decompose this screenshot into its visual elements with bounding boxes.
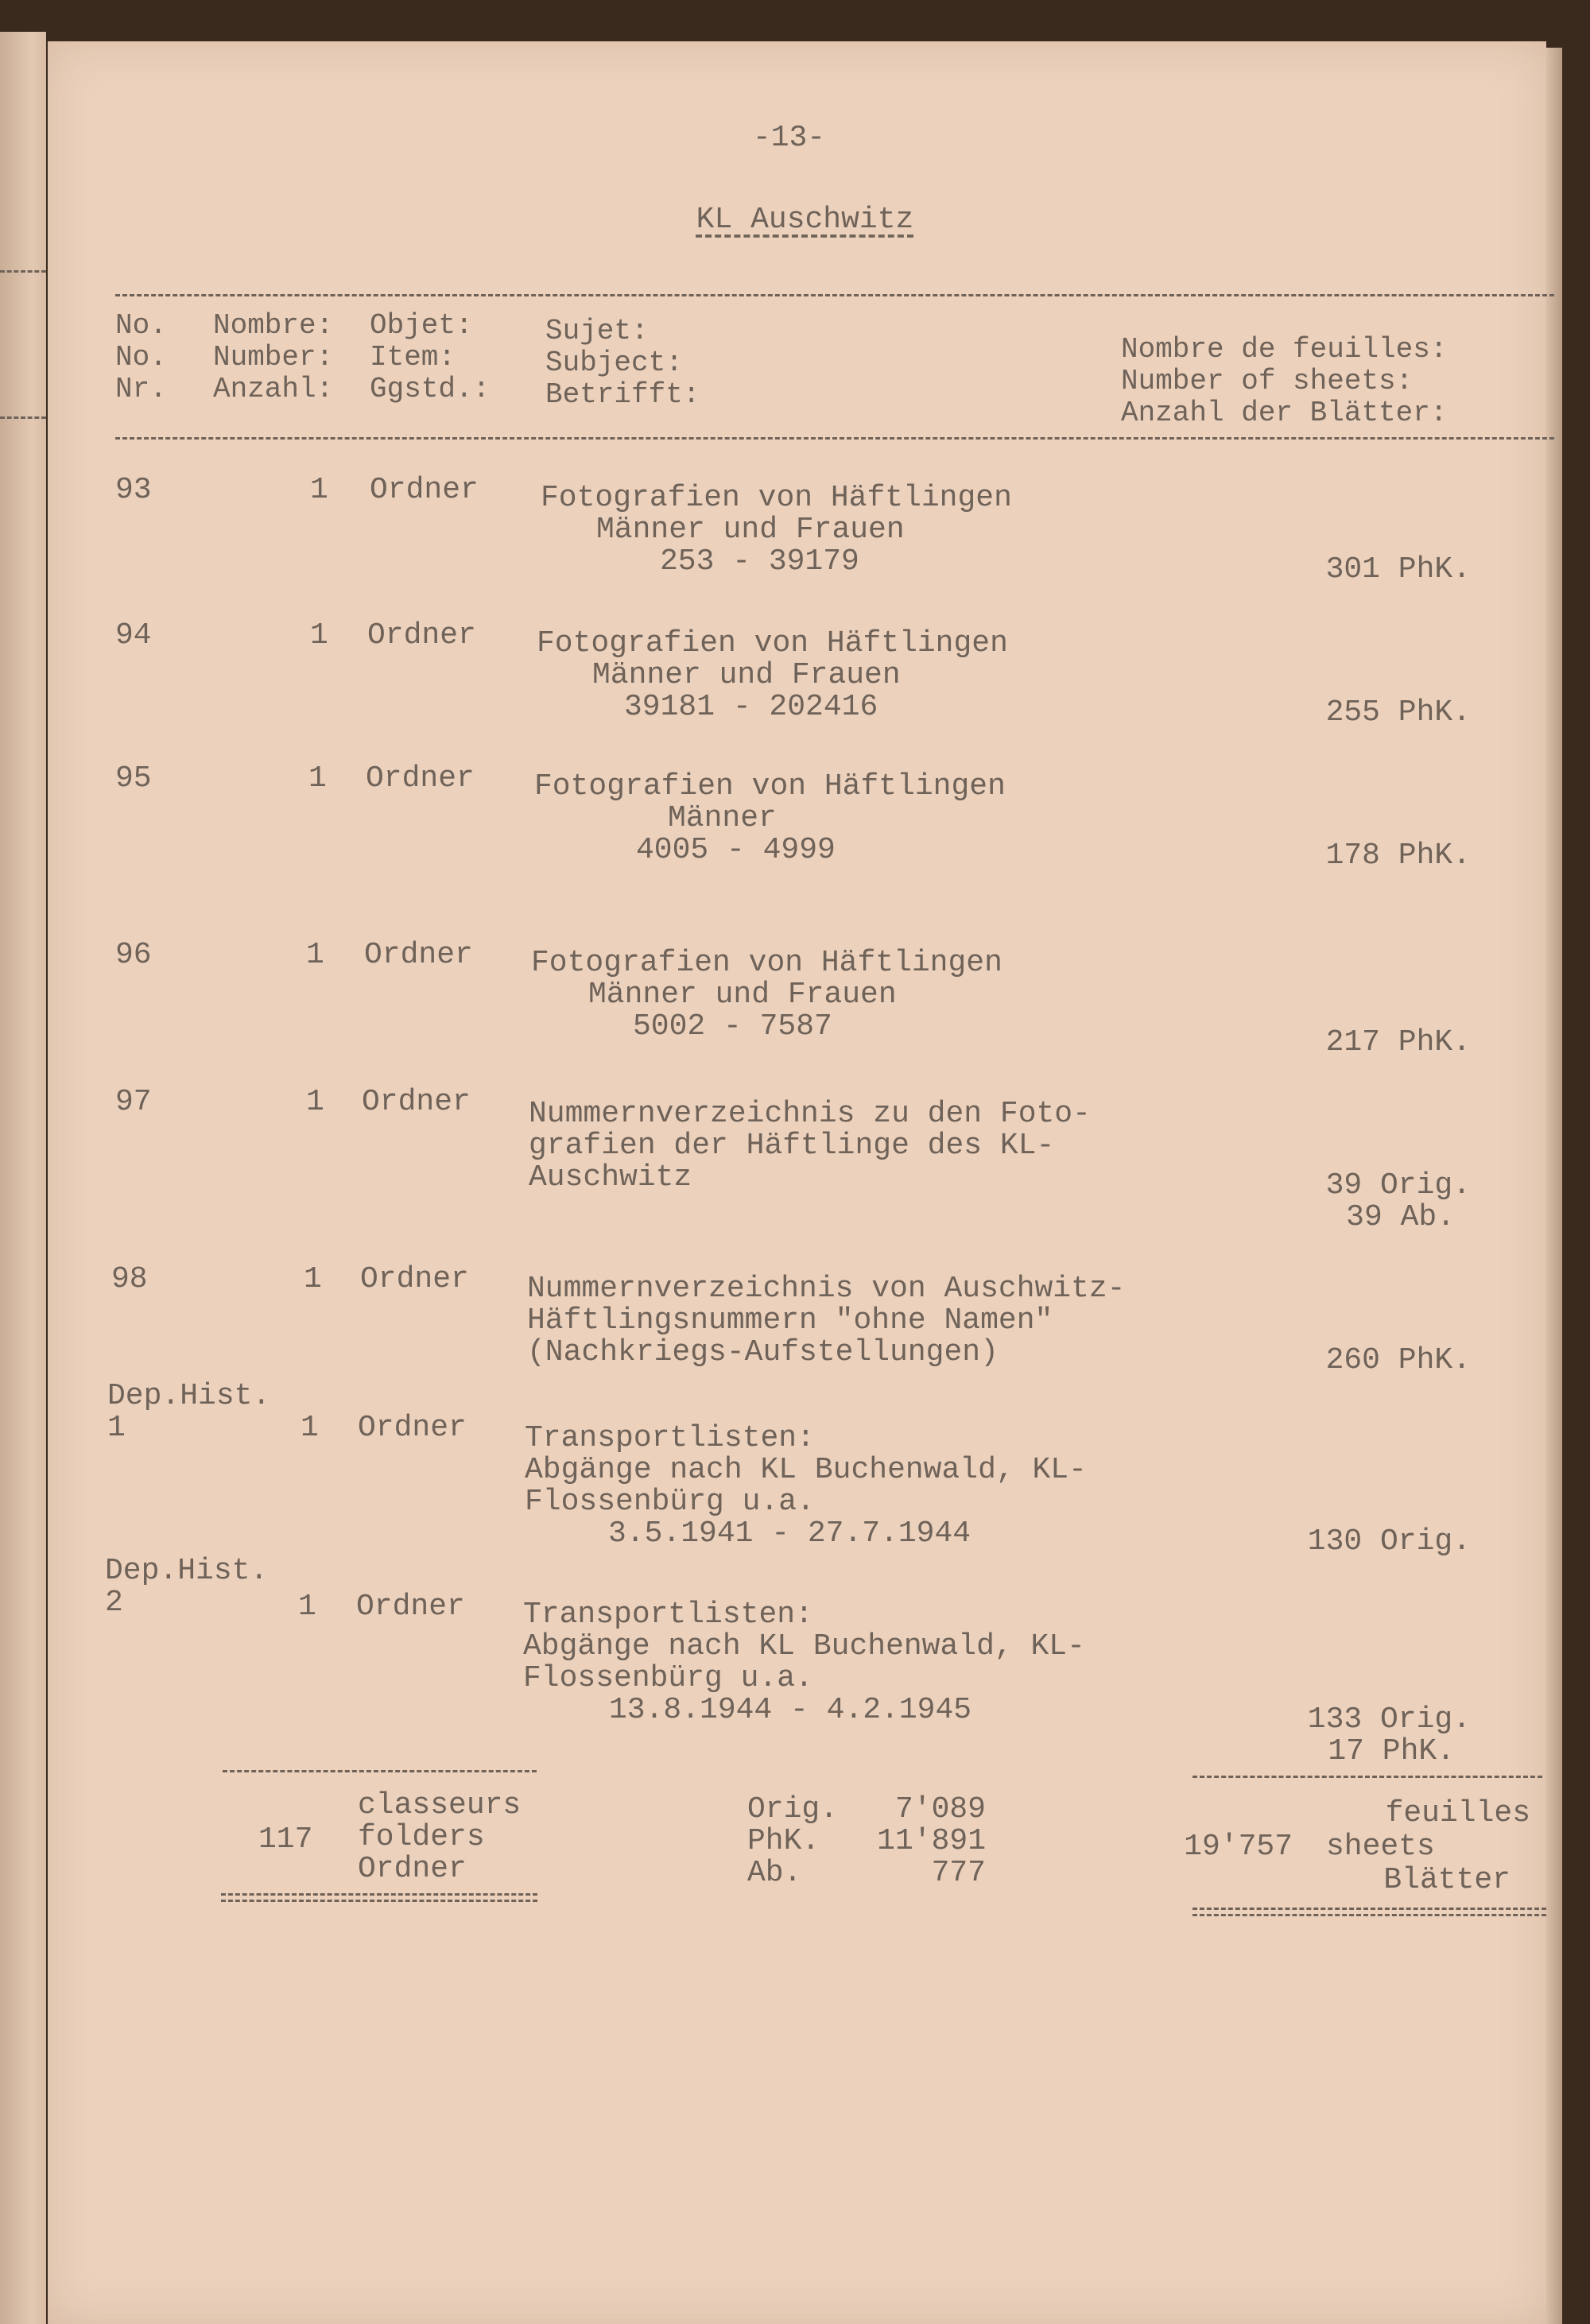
breakdown-value: 11'891 (877, 1824, 986, 1858)
row-number-prefix: Dep.Hist. (105, 1554, 269, 1588)
row-item: Ordner (366, 761, 475, 796)
row-subject-line: Nummernverzeichnis zu den Foto- (529, 1097, 1091, 1131)
row-number: 93 (115, 473, 152, 507)
row-sheets: 301 PhK. (1325, 552, 1471, 587)
row-subject-line: 5002 - 7587 (633, 1009, 832, 1044)
row-subject-line: Männer und Frauen (592, 658, 901, 692)
row-sheets: 17 PhK. (1328, 1734, 1455, 1768)
row-subject-line: Männer (668, 801, 777, 835)
row-item: Ordner (367, 618, 476, 653)
row-sheets: 260 PhK. (1325, 1343, 1471, 1377)
row-item: Ordner (360, 1262, 469, 1296)
row-subject-line: Fotografien von Häftlingen (534, 769, 1006, 804)
row-subject-line: 253 - 39179 (660, 544, 859, 579)
row-subject-line: Männer und Frauen (596, 513, 905, 547)
row-number: 95 (115, 761, 152, 796)
row-subject-line: Fotografien von Häftlingen (537, 626, 1008, 660)
row-count: 1 (308, 761, 327, 796)
row-subject-line: Fotografien von Häftlingen (541, 481, 1012, 515)
row-subject-line: Transportlisten: (525, 1421, 815, 1455)
document-page: -13- KL Auschwitz No. No. Nr. Nombre: Number: Anzahl: Objet: Item: Ggstd.: Sujet: Subject: Betrifft: Nombre de feuilles: Number of sheets: Anzahl der Blätter: 93 1 Ordner Fotografien von Häftlingen Männer und Frauen 253 - 39179 301 PhK. 94 1 Ordner Fotografien von Häftlingen Männer und Frauen 39181 - 202416 255 PhK. 95 1 Ordner Fotografien von Häftlingen Männer 4005 - 4999 178 PhK. 96 1 Ordner Fotografien von Häftlingen Männer und Frauen 5002 - 7587 217 PhK. 97 1 Ordner Nummernverzeichnis zu den Foto- grafien der Häftlinge des KL- Auschwitz 39 Orig. 39 Ab. 98 1 Ordner Nummernverzeichnis von Auschwitz- Häftlingsnummern "ohne Namen" (Nachkriegs-Aufstellungen) 260 PhK. Dep.Hist. 1 1 Ordner Transportlisten: Abgänge nach KL Buchenwald, KL- Flossenbürg u.a. 3.5.1941 - 27.7.1944 130 Orig. Dep.Hist. 2 1 Ordner Transportlisten: Abgänge nach KL Buchenwald, KL- Flossenbürg u.a. 13.8.1944 - 4.2.1945 133 Orig. 17 PhK. 117 classeurs folders Ordner Orig. 7'089 PhK. 11'891 Ab. 777 19'757 feuilles sheets Blätter (48, 41, 1546, 2324)
row-subject-line: Flossenbürg u.a. (523, 1661, 813, 1695)
row-sheets: 130 Orig. (1307, 1524, 1471, 1559)
breakdown-value: 777 (931, 1856, 986, 1890)
row-sheets: 133 Orig. (1307, 1702, 1471, 1737)
row-subject-line: Abgänge nach KL Buchenwald, KL- (525, 1453, 1087, 1487)
row-count: 1 (306, 938, 324, 972)
adjacent-page-rule (0, 270, 46, 273)
row-count: 1 (301, 1411, 319, 1445)
row-number: 94 (115, 618, 152, 653)
adjacent-page-rule (0, 416, 46, 419)
row-item: Ordner (358, 1411, 467, 1445)
row-subject-line: 3.5.1941 - 27.7.1944 (608, 1516, 971, 1551)
adjacent-page-edge (0, 32, 46, 2324)
row-item: Ordner (370, 473, 479, 507)
sheets-label: feuilles (1385, 1796, 1530, 1830)
row-sheets: 39 Orig. (1325, 1168, 1471, 1203)
sheets-label: Blätter (1383, 1863, 1510, 1897)
row-subject-line: (Nachkriegs-Aufstellungen) (527, 1335, 999, 1369)
row-number-prefix: Dep.Hist. (107, 1379, 271, 1413)
row-number: 96 (115, 938, 152, 972)
row-number: 98 (111, 1262, 148, 1296)
totals-folders-double-rule (221, 1893, 537, 1896)
row-count: 1 (310, 618, 328, 653)
row-item: Ordner (362, 1085, 471, 1119)
row-subject-line: Flossenbürg u.a. (525, 1485, 815, 1519)
breakdown-value: 7'089 (894, 1792, 986, 1826)
row-count: 1 (310, 473, 328, 507)
breakdown-label: PhK. (747, 1824, 820, 1858)
row-subject-line: Abgänge nach KL Buchenwald, KL- (523, 1629, 1085, 1664)
row-subject-line: Nummernverzeichnis von Auschwitz- (527, 1272, 1126, 1306)
row-sheets: 39 Ab. (1346, 1200, 1455, 1234)
total-folders-count: 117 (258, 1822, 313, 1857)
row-subject-line: 4005 - 4999 (636, 833, 836, 867)
row-sheets: 217 PhK. (1325, 1025, 1471, 1059)
page-title: KL Auschwitz (696, 203, 914, 237)
row-sheets: 255 PhK. (1325, 695, 1471, 730)
header-top-rule (115, 294, 1554, 296)
total-sheets-count: 19'757 (1184, 1830, 1293, 1864)
row-subject-line: grafien der Häftlinge des KL- (529, 1129, 1055, 1163)
row-subject-line: 13.8.1944 - 4.2.1945 (609, 1693, 972, 1727)
row-subject-line: 39181 - 202416 (624, 690, 878, 724)
header-bottom-rule (115, 437, 1554, 440)
folders-label: Ordner (358, 1852, 467, 1886)
row-number: 97 (115, 1085, 152, 1119)
row-subject-line: Auschwitz (529, 1160, 692, 1195)
row-number: 1 (107, 1411, 126, 1445)
row-subject-line: Transportlisten: (523, 1598, 813, 1632)
row-item: Ordner (364, 938, 473, 972)
row-count: 1 (298, 1590, 316, 1624)
folders-label: classeurs (358, 1788, 522, 1822)
row-count: 1 (306, 1085, 324, 1119)
sheets-label: sheets (1326, 1830, 1435, 1864)
page-spine-edge (1546, 48, 1562, 2324)
row-sheets: 178 PhK. (1325, 839, 1471, 873)
breakdown-label: Orig. (747, 1792, 839, 1826)
row-number: 2 (105, 1586, 123, 1620)
totals-folders-rule (223, 1770, 537, 1772)
totals-sheets-double-rule (1192, 1908, 1546, 1910)
row-count: 1 (304, 1262, 322, 1296)
row-subject-line: Fotografien von Häftlingen (531, 946, 1002, 980)
row-subject-line: Häftlingsnummern "ohne Namen" (527, 1303, 1053, 1338)
row-subject-line: Männer und Frauen (588, 978, 897, 1012)
breakdown-label: Ab. (747, 1856, 802, 1890)
totals-sheets-rule (1192, 1776, 1542, 1778)
folders-label: folders (358, 1820, 485, 1854)
page-number: -13- (752, 121, 826, 155)
row-item: Ordner (356, 1590, 465, 1624)
